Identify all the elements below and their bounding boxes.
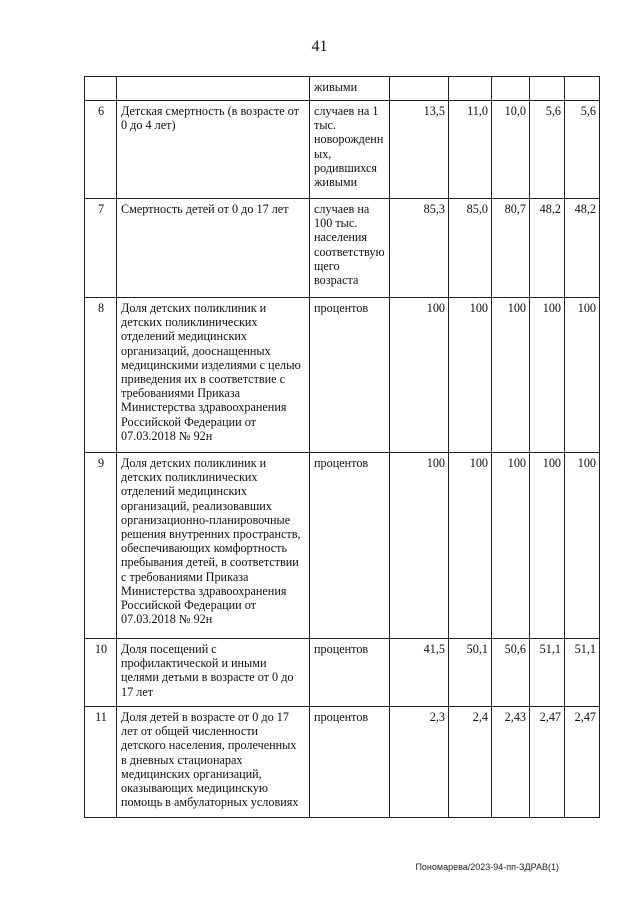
value-cell: 13,5	[390, 101, 449, 199]
table-row	[85, 707, 600, 818]
value-cell	[565, 77, 600, 101]
value-cell: 85,0	[449, 199, 492, 298]
indicator-name: Доля детей в возрасте от 0 до 17 лет от общей численности детского населения, пролеченных в дневных стационарах медицинских организаций, оказывающих медицинскую помощь в амбулаторных условиях	[117, 707, 310, 818]
value-cell	[390, 77, 449, 101]
value-cell: 48,2	[565, 199, 600, 298]
indicator-name: Доля детских поликлиник и детских поликлинических отделений медицинских организаций, реализовавших организационно-планировочные решения внутренних пространств, обеспечивающих комфортность пребывания детей, в соответствии с требованиями Приказа Министерства здравоохранения Российской Федерации от 07.03.2018 № 92н	[117, 453, 310, 639]
unit-cell: случаев на 1 тыс. новорожденн ых, родившихся живыми	[310, 101, 390, 199]
document-footer: Пономарева/2023-94-пп-ЗДРАВ(1)	[415, 862, 559, 872]
value-cell: 85,3	[390, 199, 449, 298]
value-cell: 2,43	[492, 707, 530, 818]
value-cell: 2,4	[449, 707, 492, 818]
value-cell: 10,0	[492, 101, 530, 199]
value-cell	[492, 77, 530, 101]
row-number: 11	[85, 707, 117, 818]
value-cell: 51,1	[565, 639, 600, 707]
row-number: 7	[85, 199, 117, 298]
value-cell: 2,47	[530, 707, 565, 818]
indicators-table	[84, 76, 600, 818]
value-cell: 50,6	[492, 639, 530, 707]
value-cell: 100	[492, 298, 530, 453]
value-cell: 48,2	[530, 199, 565, 298]
value-cell: 50,1	[449, 639, 492, 707]
row-number: 6	[85, 101, 117, 199]
value-cell	[530, 77, 565, 101]
unit-cell: процентов	[310, 298, 390, 453]
table-row	[85, 77, 600, 101]
row-number: 9	[85, 453, 117, 639]
value-cell: 100	[390, 298, 449, 453]
value-cell: 80,7	[492, 199, 530, 298]
table-row	[85, 101, 600, 199]
value-cell: 2,47	[565, 707, 600, 818]
table-row	[85, 639, 600, 707]
value-cell: 100	[492, 453, 530, 639]
table-row	[85, 298, 600, 453]
value-cell: 100	[530, 298, 565, 453]
value-cell	[449, 77, 492, 101]
table-row	[85, 199, 600, 298]
value-cell: 100	[449, 298, 492, 453]
value-cell: 41,5	[390, 639, 449, 707]
value-cell: 11,0	[449, 101, 492, 199]
value-cell: 100	[530, 453, 565, 639]
page-number: 41	[311, 38, 328, 55]
indicator-name	[117, 77, 310, 101]
indicator-name: Доля посещений с профилактической и иными целями детьми в возрасте от 0 до 17 лет	[117, 639, 310, 707]
unit-cell: живыми	[310, 77, 390, 101]
value-cell: 2,3	[390, 707, 449, 818]
row-number	[85, 77, 117, 101]
unit-cell: случаев на 100 тыс. населения соответствую щего возраста	[310, 199, 390, 298]
row-number: 8	[85, 298, 117, 453]
value-cell: 100	[565, 453, 600, 639]
table-row	[85, 453, 600, 639]
value-cell: 51,1	[530, 639, 565, 707]
indicator-name: Доля детских поликлиник и детских поликлинических отделений медицинских организаций, дооснащенных медицинскими изделиями с целью приведения их в соответствие с требованиями Приказа Министерства здравоохранения Российской Федерации от 07.03.2018 № 92н	[117, 298, 310, 453]
indicator-name: Детская смертность (в возрасте от 0 до 4 лет)	[117, 101, 310, 199]
value-cell: 100	[390, 453, 449, 639]
row-number: 10	[85, 639, 117, 707]
value-cell: 100	[449, 453, 492, 639]
unit-cell: процентов	[310, 707, 390, 818]
indicator-name: Смертность детей от 0 до 17 лет	[117, 199, 310, 298]
value-cell: 100	[565, 298, 600, 453]
value-cell: 5,6	[565, 101, 600, 199]
value-cell: 5,6	[530, 101, 565, 199]
unit-cell: процентов	[310, 453, 390, 639]
unit-cell: процентов	[310, 639, 390, 707]
